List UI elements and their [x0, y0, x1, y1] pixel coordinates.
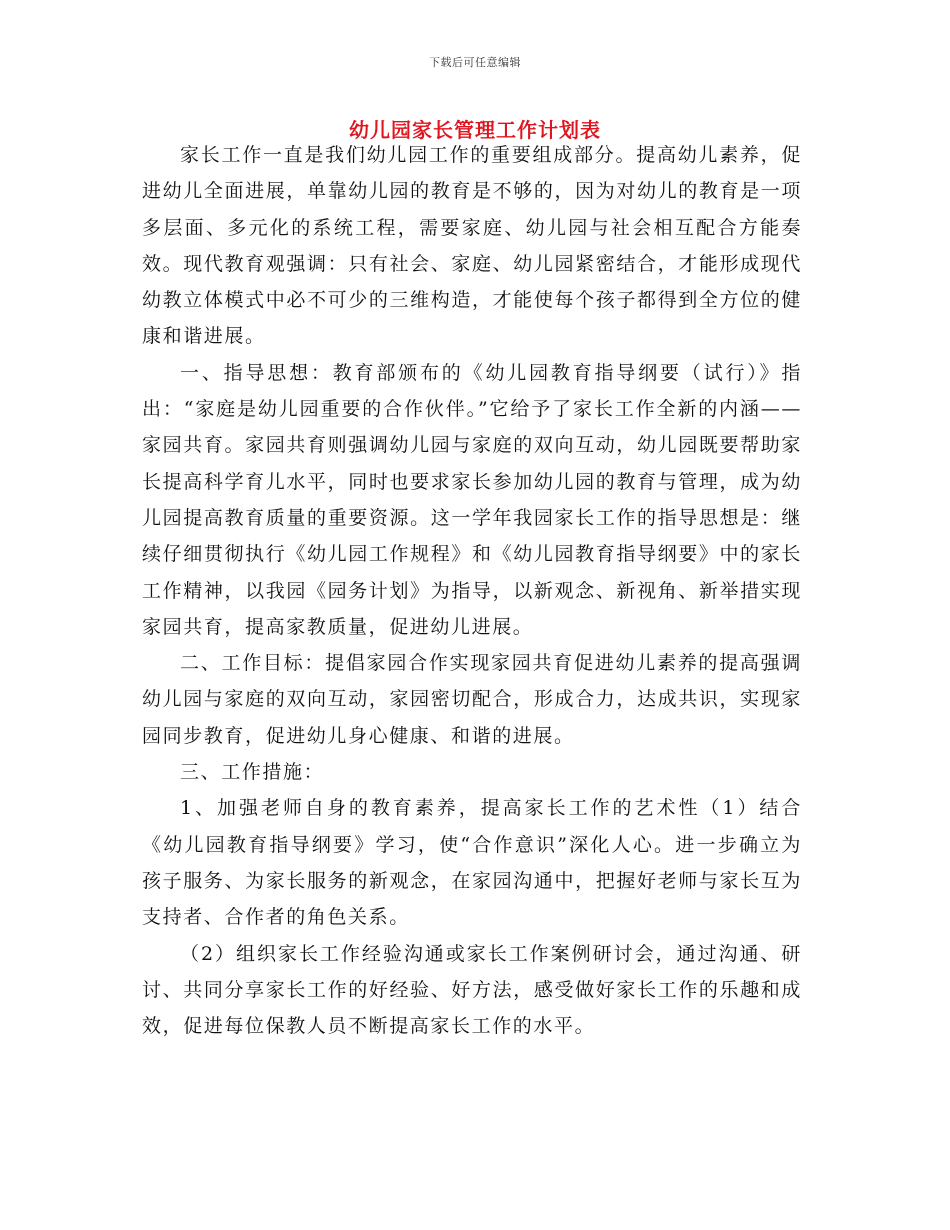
paragraph-measure-1: 1、加强老师自身的教育素养，提高家长工作的艺术性（1）结合《幼儿园教育指导纲要》学习，使“合作意识”深化人心。进一步确立为孩子服务、为家长服务的新观念，在家园沟通中，把握好老师与家长互为支持者、合作者的角色关系。 [142, 797, 802, 929]
paragraph-guiding-thought: 一、指导思想：教育部颁布的《幼儿园教育指导纲要（试行）》指出：“家庭是幼儿园重要的合作伙伴。”它给予了家长工作全新的内涵——家园共育。家园共育则强调幼儿园与家庭的双向互动，幼儿园既要帮助家长提高科学育儿水平，同时也要求家长参加幼儿园的教育与管理，成为幼儿园提高教育质量的重要资源。这一学年我园家长工作的指导思想是：继续仔细贯彻执行《幼儿园工作规程》和《幼儿园教育指导纲要》中的家长工作精神，以我园《园务计划》为指导，以新观念、新视角、新举措实现家园共育，提高家教质量，促进幼儿进展。 [142, 361, 802, 638]
paragraph-intro: 家长工作一直是我们幼儿园工作的重要组成部分。提高幼儿素养，促进幼儿全面进展，单靠幼儿园的教育是不够的，因为对幼儿的教育是一项多层面、多元化的系统工程，需要家庭、幼儿园与社会相互配合方能奏效。现代教育观强调：只有社会、家庭、幼儿园紧密结合，才能形成现代幼教立体模式中必不可少的三维构造，才能使每个孩子都得到全方位的健康和谐进展。 [142, 144, 802, 348]
paragraph-measure-2: （2）组织家长工作经验沟通或家长工作案例研讨会，通过沟通、研讨、共同分享家长工作的好经验、好方法，感受做好家长工作的乐趣和成效，促进每位保教人员不断提高家长工作的水平。 [142, 942, 802, 1038]
header-note: 下载后可任意编辑 [429, 56, 521, 69]
document-body [142, 137, 802, 1044]
document-title: 幼儿园家长管理工作计划表 [349, 118, 601, 142]
paragraph-work-goals: 二、工作目标：提倡家园合作实现家园共育促进幼儿素养的提高强调幼儿园与家庭的双向互动，家园密切配合，形成合力，达成共识，实现家园同步教育，促进幼儿身心健康、和谐的进展。 [142, 652, 802, 747]
paragraph-work-measures-heading: 三、工作措施： [180, 761, 325, 784]
